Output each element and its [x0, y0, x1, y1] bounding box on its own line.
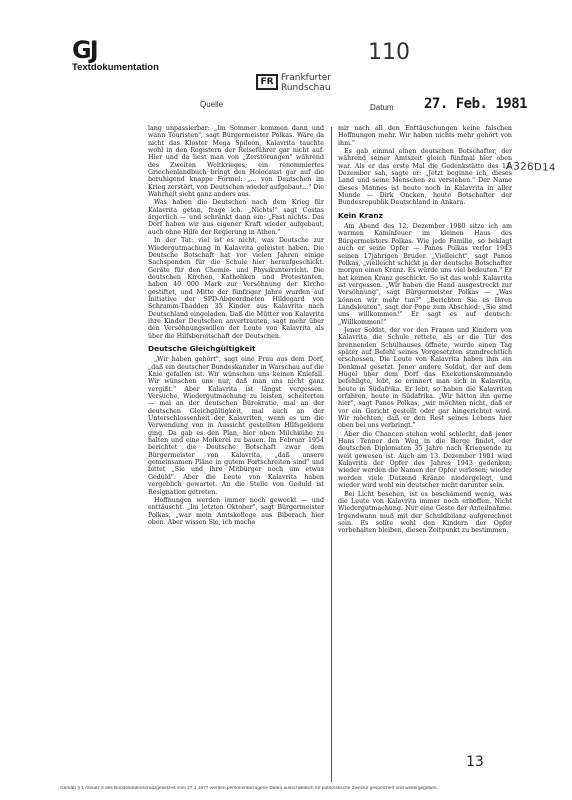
source-label: Quelle [200, 100, 224, 109]
column-divider [331, 127, 332, 782]
paragraph: In der Tat: viel ist es nicht, was Deutsche zur Wiedergutmachung in Kalavrita geleistet haben. Die Deutsche Botschaft hat vor vielen Jahren einige Sachspenden für die Schule hier heraufgeschickt. Geräte für den Chemie- und Physikunterricht. Die deutschen Kirchen, Katholiken und Protestanten, haben 40 000 Mark zur Versöhnung der Kirche gestiftet, und Mitte der fünfziger Jahre wurden auf Initiative der SPD-Abgeordneten Hildegard von Schramm-Thadden 35 Kinder aus Kalavrita nach Deutschland eingeladen. Daß die Mütter von Kalavrita ihre Kinder Deutschen anvertrauten, sagt mehr über den Versöhnungswillen der Leute von Kalavrita als über die Hilfsbereitschaft der Deutschen. [148, 237, 324, 340]
date-label: Datum [370, 103, 394, 112]
date-stamp: 27. Feb. 1981 [424, 96, 528, 112]
paragraph: Hoffnungen werden immer noch geweckt — und enttäuscht. „Im letzten Oktober", sagt Bürgermeister Polkas, „war mein Amtskollege aus Biberach hier oben. Aber wissen Sie, ich mache [148, 496, 324, 526]
source-stamp-line: Rundschau [281, 83, 331, 93]
article-column-right [338, 125, 512, 775]
paragraph: Es gab einmal einen deutschen Botschafter, der während seiner Amtszeit gleich fünfmal hier oben war. Als er das erste Mal die Gedenkstätte des 13. Dezember sah, sagte er: „Jetzt beginne ich, dieses Land und seine Menschen zu verstehen." Der Name dieses Mannes ist heute noch in Kalavrita in aller Munde — Dirk Oncken, heute Botschafter der Bundesrepublik Deutschland in Ankara. [338, 148, 512, 207]
document-type-label: Textdokumentation [72, 62, 159, 73]
paragraph: Am Abend des 12. Dezember 1980 sitze ich am warmen Kaminfeuer im kleinen Haus des Bürgermeisters Polkas. Wie jede Familie, so beklagt auch er seine Opfer — Panos Polkas verlor 1943 seinen 17jährigen Bruder. „Vielleicht", sagt Panos Polkas, „vielleicht schickt ja der deutsche Botschafter morgen einen Kranz. Es würde uns viel bedeuten." Er hat keinen Kranz geschickt. So ist das wohl: Kalavrita ist vergessen. „Wir haben die Hand ausgestreckt zur Versöhnung", sagt Bürgermeister Polkas — „Was können wir mehr tun?" „Berichten Sie es Ihren Landsleuten", sagt der Pope zum Abschied: „Sie sind uns willkommen!" Er sagt es auf deutsch: „Willkommen!" [338, 223, 512, 326]
paragraph: Aber die Chancen stehen wohl schlecht, daß jener Hans Tenner den Weg in die Berge findet, der deutschen Diplomaten 35 Jahre nach Kriegsende zu weit gewesen ist. Auch am 13. Dezember 1981 wird Kalavrita der Opfer des Jahres 1943 gedenken; wieder werden die Namen der Opfer verlesen; wieder werden viele Dutzend Kränze niedergelegt, und wieder wird wohl ein deutscher nicht darunter sein. [338, 430, 512, 490]
paragraph: Was haben die Deutschen nach dem Krieg für Kalavrita getan, frage ich. „Nichts!" sagt Costas ärgerlich — und schränkt dann ein: „Fast nichts. Das Dorf haben wir aus eigener Kraft wieder aufgebaut, auch ohne Hilfe der Regierung in Athen." [148, 199, 324, 236]
paragraph: Jener Soldat, der vor den Frauen und Kindern von Kalavrita die Schule rettete, als er die Tür des brennenden Schulhauses öffnete, wurde einen Tag später auf Befehl seines Vorgesetzten standrechtlich erschossen. Die Leute von Kalavrita haben ihm ein Denkmal gesetzt. Jener andere Soldat, der auf dem Hügel über dem Dorf das Exekutionskommando befehligte, lebt, so erinnert man sich in Kalavrita, heute in Südafrika. Er lebt, so haben die Kalavriten erfahren, heute in Südafrika. „Wir hätten ihn gerne hier", sagt Panos Polkas, „wir möchten nicht, daß er vor ein Gericht gestellt oder gar hingerichtet wird. Wir möchten, daß er den Rest seines Lebens hier oben bei uns verbringt." [338, 326, 512, 430]
paragraph: mir nach all den Enttäuschungen keine falschen Hoffnungen mehr. Wir haben nichts mehr gehört von ihm." [338, 125, 512, 147]
source-mark: FR [256, 74, 278, 90]
source-stamp [281, 73, 331, 93]
source-stamp-line: Frankfurter [281, 73, 331, 83]
handwritten-page-number: 110 [368, 40, 410, 65]
section-heading: Kein Kranz [338, 210, 383, 220]
paragraph: Bei Licht besehen, ist es beschämend wenig, was die Leute von Kalavrita immer noch erhoffen. Nicht Wiedergutmachung. Nur eine Geste der Anteilnahme. Irgendwann muß mit der Schuldbilanz aufgerechnet sein. Es sollte wohl den Kindern der Opfer vorbehalten bleiben, diesen Zeitpunkt zu bestimmen. [338, 490, 512, 535]
paragraph: lang unpassierbar: „Im Sommer kommen dann und wann Touristen", sagt Bürgermeister Polkas. Wäre da nicht das Kloster Mega Spileon, Kalavrita tauchte wohl in den Registern der Reiseführer gar nicht auf. Hier und da liest man von „Zerstörungen" während des Zweiten Weltkrieges; ein renommiertes Griechenlandbuch bringt den Holocaust gar auf die beruhigend knappe Formel: „... von Deutschen im Krieg zerstört, von Deutschen wieder aufgebaut..." Die Wahrheit sieht ganz anders aus. [148, 125, 324, 199]
logo: GJ [72, 36, 97, 64]
section-heading: Deutsche Gleichgültigkeit [148, 343, 256, 353]
paragraph: „Wir haben gehört", sagt eine Frau aus dem Dorf, „daß ein deutscher Bundeskanzler in Warschau auf die Knie gefallen ist. Wir wünschen uns keinen Kniefall. Wir wünschen uns nur, daß man uns nicht ganz vergißt." Aber Kalavrita ist längst vergessen. Versuche, Wiedergutmachung zu leisten, scheiterten — mal an der deutschen Bürokratie, mal an der deutschen Gleichgültigkeit, mal auch an der Unterschlossenheit der Kalavriten, wenn es um die Verwendung von in Aussicht gestellten Hilfsgeldern ging. Da gab es den Plan, hier oben Milchkühe zu halten und eine Molkerei zu bauen. Im Februar 1954 berichtet die Deutsche Botschaft zwar dem Bürgermeister von Kalavrita, „daß unsere gemeinsamen Pläne in gutem Fortschreiten sind" und bittet „Sie und Ihre Mitbürger noch um etwas Geduld". Aber die Leute von Kalavrita haben vergeblich gewartet. An die Stelle von Geduld ist Resignation getreten. [148, 356, 324, 496]
archive-number: A326D14 [505, 161, 557, 174]
handwritten-mark: 13 [466, 754, 484, 770]
article-column-left [148, 125, 324, 780]
footer-legal-note: Gemäß § 1 Absatz 3 des Bundesdatenschutzgesetzes vom 27.1.1977 werden personenbezogene Daten ausschließlich für publizistische Zwecke gespeichert und weitergegeben. [60, 786, 438, 791]
